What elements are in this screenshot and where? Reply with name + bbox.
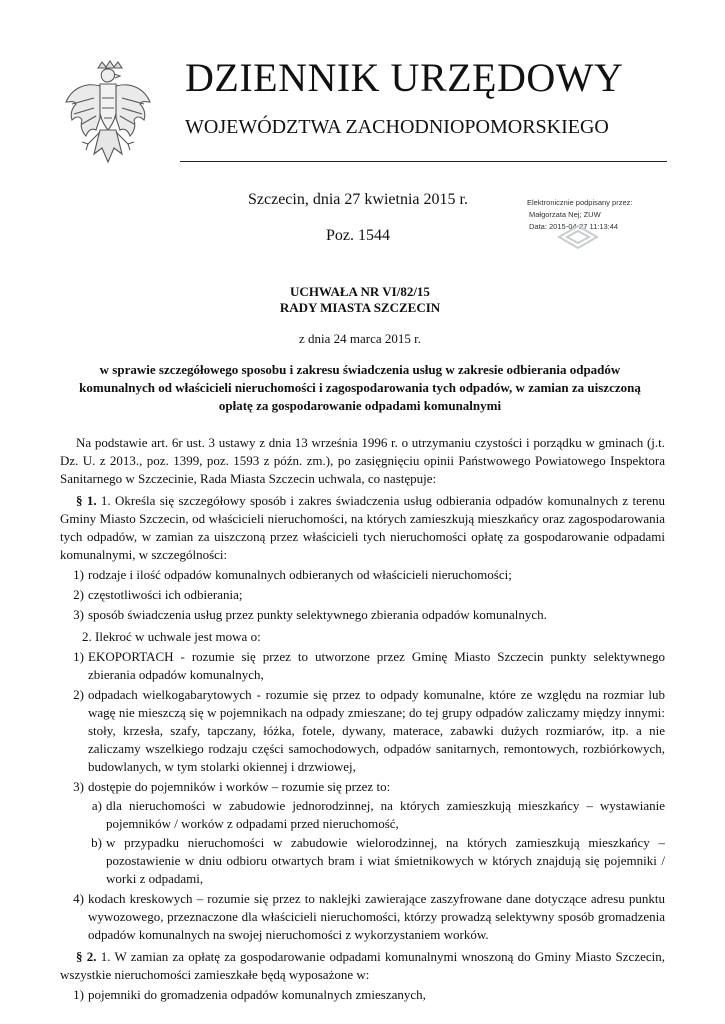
signature-line-1: Elektronicznie podpisany przez:: [527, 198, 633, 207]
section-2-label: § 2.: [76, 949, 97, 964]
list-item: [60, 606, 665, 624]
list-item-text: odpadach wielkogabarytowych - rozumie się przez to odpady komunalne, które ze względu na rozmiar lub wagę nie mieszczą się w pojemnikach na odpady zmieszane; do tej grupy odpadów zaliczamy między innymi: stoły, krzesła, szafy, tapczany, łóżka, fotele, dywany, materace, zabawki dużych rozmiarów, itp. a nie zaliczamy wszelkiego rodzaju części samochodowych, odpadów sanitarnych, remontowych, rozbiórkowych, budowlanych, w tym stolarki okiennej i drzwiowej,: [88, 687, 665, 774]
list-item-text: EKOPORTACH - rozumie się przez to utworzone przez Gminę Miasto Szczecin punkty selektywnego zbierania odpadów komunalnych,: [88, 649, 665, 682]
journal-title: DZIENNIK URZĘDOWY: [185, 55, 624, 100]
section-2: [60, 948, 665, 984]
sub-list-item-text: w przypadku nieruchomości w zabudowie wielorodzinnej, na których zamieszkują mieszkańcy – pozostawienie w dniu odbioru otwartych bram i wiat śmietnikowych w których znajdują się pojemniki / worki z odpadami,: [106, 835, 665, 886]
list-item-number: 2): [73, 587, 84, 602]
list-item-number: 1): [73, 649, 84, 664]
sub-list-item-letter: b): [91, 835, 102, 850]
section-1-paragraph-2: 2. Ilekroć w uchwale jest mowa o:: [82, 629, 261, 644]
list-item-text: rodzaje i ilość odpadów komunalnych odbieranych od właścicieli nieruchomości;: [88, 567, 512, 582]
list-item-text: kodach kreskowych – rozumie się przez to naklejki zawierające zaszyfrowane dane dotyczące adresu punktu wywozowego, przeznaczone dla właścicieli nieruchomości, którzy prowadzą selektywny sposób gromadzenia odpadów komunalnych na swojej nieruchomości z wykorzystaniem worków.: [88, 891, 665, 942]
header-divider: [180, 161, 667, 162]
resolution-council: RADY MIASTA SZCZECIN: [279, 300, 441, 315]
list-item: [60, 648, 665, 684]
resolution-subject: w sprawie szczegółowego sposobu i zakresu świadczenia usług w zakresie odbierania odpadów komunalnych od właścicieli nieruchomości i zagospodarowania tych odpadów, w zamian za uiszczoną opłatę za gospodarowanie odpadami komunalnymi: [79, 362, 641, 413]
resolution-heading: [60, 284, 660, 316]
list-item-text: częstotliwości ich odbierania;: [88, 587, 243, 602]
signature-seal-icon: [557, 224, 599, 250]
eagle-emblem-icon: [60, 58, 156, 178]
list-item: [60, 686, 665, 776]
list-item-number: 1): [73, 987, 84, 1002]
list-item: [60, 586, 665, 604]
preamble: Na podstawie art. 6r ust. 3 ustawy z dnia 13 września 1996 r. o utrzymaniu czystości i porządku w gminach (j.t. Dz. U. z 2013., poz. 1399, poz. 1593 z późn. zm.), po zasięgnięciu opinii Państwowego Powiatowego Inspektora Sanitarnego w Szczecinie, Rada Miasta Szczecin uchwala, co następuje:: [60, 435, 665, 486]
section-1-label: § 1.: [76, 493, 97, 508]
list-item-text: pojemniki do gromadzenia odpadów komunalnych zmieszanych,: [88, 987, 426, 1002]
list-item: [60, 986, 665, 1004]
list-item-number: 3): [73, 607, 84, 622]
list-item-number: 4): [73, 891, 84, 906]
journal-subtitle: WOJEWÓDZTWA ZACHODNIOPOMORSKIEGO: [185, 116, 609, 138]
signature-line-2: Małgorzata Nej; ZUW: [529, 210, 601, 219]
sub-list-item-letter: a): [91, 798, 102, 813]
sub-list-item: [80, 834, 665, 888]
list-item-text: sposób świadczenia usług przez punkty selektywnego zbierania odpadów komunalnych.: [88, 607, 547, 622]
list-item: [60, 890, 665, 944]
resolution-date: z dnia 24 marca 2015 r.: [298, 331, 421, 346]
section-1: [60, 492, 665, 564]
list-item-number: 3): [73, 779, 84, 794]
list-item-text: dostępie do pojemników i worków – rozumie się przez to:: [88, 779, 391, 794]
list-item: [60, 778, 665, 796]
signature-line-3: Data: 2015-04-27 11:13:44: [529, 222, 619, 231]
section-1-text: 1. Określa się szczegółowy sposób i zakres świadczenia usług odbierania odpadów komunalnych z terenu Gminy Miasto Szczecin, od właścicieli nieruchomości, na których zamieszkują mieszkańcy oraz zagospodarowania tych odpadów, w zamian za uiszczoną przez właścicieli tych nieruchomości opłatę za gospodarowanie odpadami komunalnymi, w szczególności:: [60, 493, 665, 562]
section-2-text: 1. W zamian za opłatę za gospodarowanie odpadami komunalnymi wnoszoną do Gminy Miasto Szczecin, wszystkie nieruchomości zamieszkałe będą wyposażone w:: [60, 949, 665, 982]
list-item-number: 1): [73, 567, 84, 582]
list-item-number: 2): [73, 687, 84, 702]
list-item: [60, 566, 665, 584]
resolution-body: [60, 434, 665, 1004]
sub-list-item-text: dla nieruchomości w zabudowie jednorodzinnej, na których zamieszkują mieszkańcy – wystawianie pojemników / worków z odpadami przed nieruchomość,: [106, 798, 665, 831]
publication-date: Szczecin, dnia 27 kwietnia 2015 r.: [248, 191, 468, 208]
sub-list-item: [80, 797, 665, 833]
resolution-number: UCHWAŁA NR VI/82/15: [290, 284, 430, 299]
position-number: Poz. 1544: [326, 227, 390, 244]
